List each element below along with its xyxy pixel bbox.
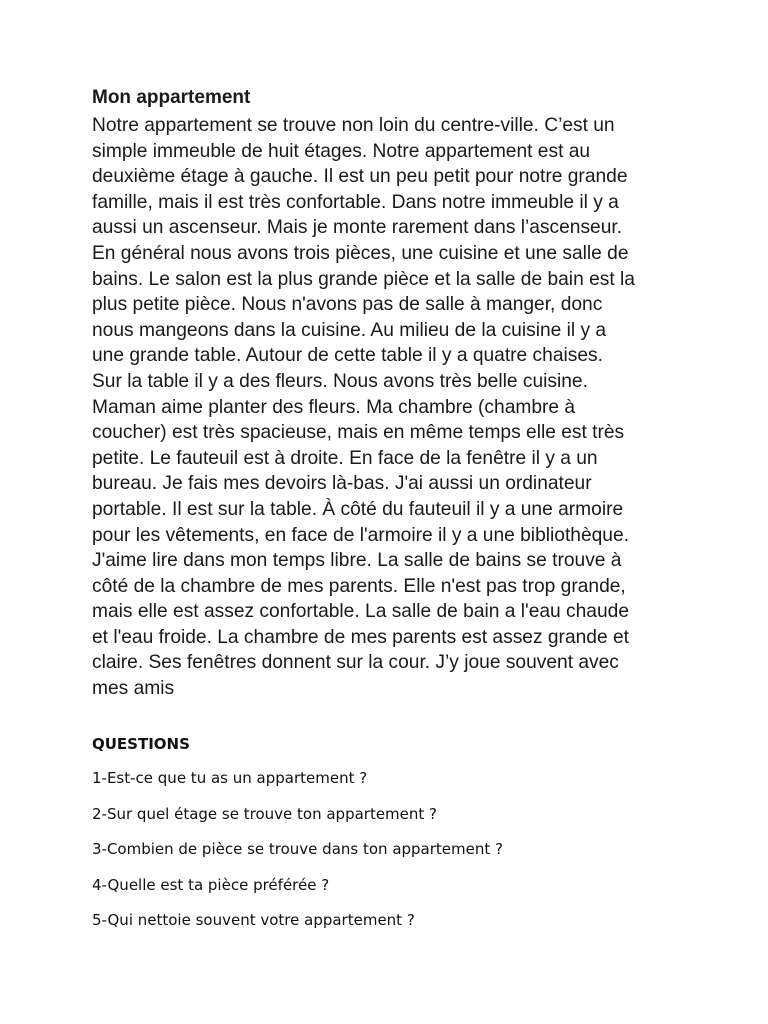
- passage-line: bains. Le salon est la plus grande pièce et la salle de bain est la: [92, 268, 635, 290]
- passage-line: En général nous avons trois pièces, une cuisine et une salle de: [92, 242, 629, 264]
- passage-line: claire. Ses fenêtres donnent sur la cour. J’y joue souvent avec: [92, 652, 619, 674]
- questions-heading: QUESTIONS: [92, 735, 190, 753]
- passage-line: nous mangeons dans la cuisine. Au milieu de la cuisine il y a: [92, 319, 607, 341]
- passage-line: petite. Le fauteuil est à droite. En face de la fenêtre il y a un: [92, 447, 598, 469]
- passage-line: Maman aime planter des fleurs. Ma chambre (chambre à: [92, 396, 576, 418]
- passage-line: deuxième étage à gauche. Il est un peu petit pour notre grande: [92, 166, 628, 188]
- passage-line: portable. Il est sur la table. À côté du fauteuil il y a une armoire: [92, 498, 624, 520]
- passage-line: plus petite pièce. Nous n'avons pas de salle à manger, donc: [92, 294, 603, 316]
- question-item: 3-Combien de pièce se trouve dans ton appartement ?: [92, 840, 503, 858]
- question-item: 1-Est-ce que tu as un appartement ?: [92, 769, 368, 787]
- question-item: 2-Sur quel étage se trouve ton appartement ?: [92, 804, 438, 823]
- question-item: 5-Qui nettoie souvent votre appartement ?: [92, 911, 415, 929]
- document-title: Mon appartement: [92, 87, 251, 108]
- questions-list: [92, 768, 503, 946]
- passage-line: coucher) est très spacieuse, mais en même temps elle est très: [92, 422, 625, 444]
- passage-line: bureau. Je fais mes devoirs là-bas. J'ai aussi un ordinateur: [92, 473, 592, 495]
- passage-line: mais elle est assez confortable. La salle de bain a l'eau chaude: [92, 601, 629, 623]
- passage-line: aussi un ascenseur. Mais je monte rarement dans l’ascenseur.: [92, 217, 623, 239]
- passage-line: une grande table. Autour de cette table il y a quatre chaises.: [92, 345, 603, 367]
- passage-line: simple immeuble de huit étages. Notre appartement est au: [92, 140, 591, 162]
- passage-line: côté de la chambre de mes parents. Elle n'est pas trop grande,: [92, 575, 626, 597]
- passage-line: mes amis: [92, 678, 175, 700]
- passage-line: Notre appartement se trouve non loin du centre-ville. C’est un: [92, 115, 615, 136]
- passage-line: Sur la table il y a des fleurs. Nous avons très belle cuisine.: [92, 370, 588, 392]
- passage-line: famille, mais il est très confortable. Dans notre immeuble il y a: [92, 191, 619, 213]
- passage-line: pour les vêtements, en face de l'armoire il y a une bibliothèque.: [92, 524, 629, 546]
- reading-passage: [92, 113, 692, 702]
- passage-line: J'aime lire dans mon temps libre. La salle de bains se trouve à: [92, 550, 622, 572]
- passage-line: et l'eau froide. La chambre de mes parents est assez grande et: [92, 626, 629, 648]
- question-item: 4-Quelle est ta pièce préférée ?: [92, 875, 330, 894]
